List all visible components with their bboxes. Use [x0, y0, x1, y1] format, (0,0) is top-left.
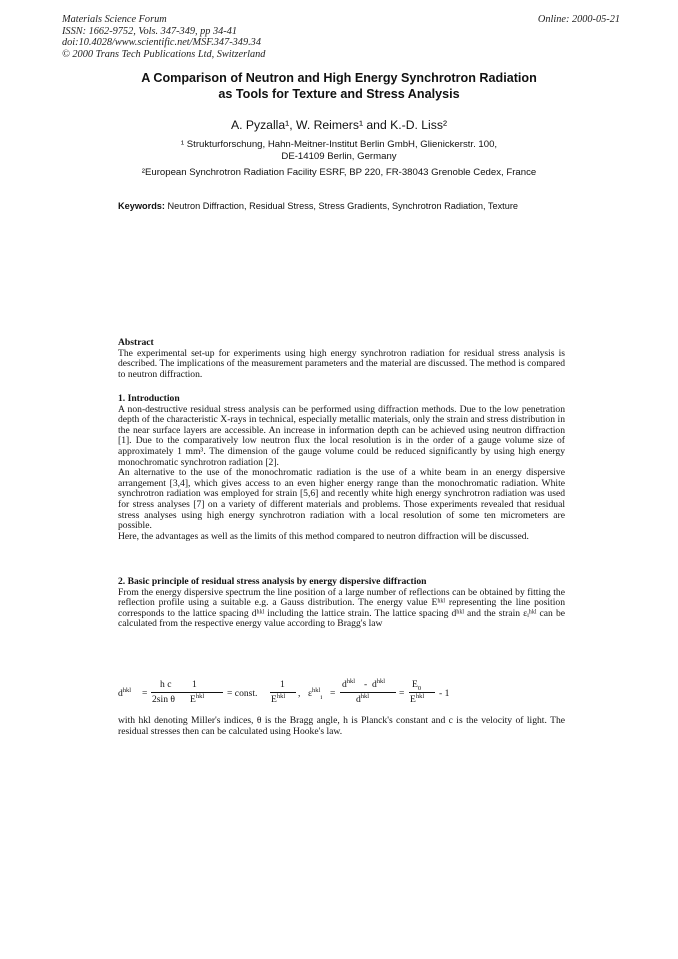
- introduction-section: [118, 394, 565, 542]
- eq-eps: $\varepsilon^{hkl}_i$: [308, 687, 323, 701]
- keywords: [118, 201, 588, 211]
- section-2: [118, 577, 565, 630]
- eq-num-hc: h c: [160, 679, 172, 690]
- eq-den-d0: $d^{hkl}$: [356, 693, 370, 705]
- keywords-label: Keywords:: [118, 201, 165, 211]
- eq-const: = const.: [227, 688, 258, 699]
- affiliation-2: ²European Synchrotron Radiation Facility ESRF, BP 220, FR-38043 Grenoble Cedex, France: [141, 167, 537, 178]
- eq-den-E: $E^{hkl}$: [190, 693, 205, 705]
- eq-minus-one: - 1: [439, 688, 450, 699]
- keywords-list: Neutron Diffraction, Residual Stress, Stress Gradients, Synchrotron Radiation, Texture: [164, 201, 519, 211]
- issn-line: ISSN: 1662-9752, Vols. 347-349, pp 34-41: [62, 25, 238, 37]
- introduction-paragraph-1: A non-destructive residual stress analysis can be performed using diffraction methods. Due to the low penetration depth of the characteristic X-rays in technical, especially metallic materials, only the strain and stress distribution in the near surface layers are accessible. An increase in information depth can be achieved using neutron diffraction [1]. Due to the comparatively low neutron flux the local resolution is in the order of a gauge volume size of approximately 1 mm³. The dimension of the gauge volume could be reduced significantly by using high energy monochromatic synchrotron radiation [2].: [118, 403, 565, 468]
- authors: A. Pyzalla¹, W. Reimers¹ and K.-D. Liss²: [230, 118, 448, 132]
- eq-fraction-bar-1: [151, 692, 223, 693]
- eq-lhs: $d^{hkl}$: [118, 687, 132, 699]
- abstract-section: [118, 338, 565, 380]
- introduction-paragraph-2: An alternative to the use of the monochromatic radiation is the use of a white beam in an energy dispersive arrangement [3,4], which gives access to an even higher energy range than the monochromatic radiation. White synchrotron radiation was employed for strain [5,6] and recently white high energy synchrotron radiation was used for stress analyses [7] on a variety of different materials and problems. Those experiments revealed that residual stress analyses using high energy synchrotron radiation with a local resolution of some ten micrometers are possible.: [118, 467, 565, 532]
- affiliation-1: [60, 139, 618, 163]
- eq-den-Eb: $E^{hkl}$: [271, 693, 286, 705]
- eq-den-2sin: 2sin θ: [152, 694, 175, 705]
- section-2-paragraph-1: From the energy dispersive spectrum the line position of a large number of reflections can be obtained by fitting the reflection profile using a suitable e.g. a Gauss distribution. The energy value Eʰᵏˡ representing the line position corresponds to the lattice spacing dʰᵏˡ including the lattice strain. The lattice spacing dʰᵏˡ and the strain εᵢʰᵏˡ can be calculated from the respective energy value according to Bragg's law: [118, 586, 565, 630]
- journal-header: [62, 14, 265, 60]
- copyright-line: © 2000 Trans Tech Publications Ltd, Switzerland: [62, 48, 266, 60]
- doi-line[interactable]: doi:10.4028/www.scientific.net/MSF.347-349.34: [62, 37, 261, 49]
- affiliation-1-line-1: ¹ Strukturforschung, Hahn-Meitner-Institut Berlin GmbH, Glienickerstr. 100,: [180, 139, 498, 150]
- introduction-paragraph-3: Here, the advantages as well as the limits of this method compared to neutron diffraction will be discussed.: [118, 530, 529, 542]
- eq-den-Ei: $E^{hkl}$: [410, 693, 425, 705]
- eq-num-d0: $d^{hkl}$: [372, 678, 386, 690]
- online-date: Online: 2000-05-21: [537, 14, 620, 25]
- eq-num-E0: $E_0$: [412, 679, 422, 692]
- eq-comma: ,: [298, 688, 301, 699]
- eq-num-minus: -: [364, 679, 368, 690]
- affiliation-1-line-2: DE-14109 Berlin, Germany: [281, 151, 397, 162]
- introduction-heading: 1. Introduction: [118, 393, 180, 404]
- eq-equals-2: =: [330, 688, 336, 699]
- title-line-1: A Comparison of Neutron and High Energy Synchrotron Radiation: [141, 71, 537, 85]
- abstract-heading: Abstract: [118, 337, 154, 348]
- abstract-text: The experimental set-up for experiments using high energy synchrotron radiation for residual stress analysis is described. The implications of the measurement parameters and the material are discussed. The method is compared to neutron diffraction.: [118, 347, 565, 380]
- section-2-paragraph-2: with hkl denoting Miller's indices, θ is the Bragg angle, h is Planck's constant and c is the velocity of light. The residual stresses then can be calculated using Hooke's law.: [118, 715, 565, 737]
- section-2-heading: 2. Basic principle of residual stress analysis by energy dispersive diffraction: [118, 576, 427, 587]
- eq-num-di: $d^{hkl}$: [342, 678, 356, 690]
- bragg-equation: [118, 680, 578, 710]
- title-line-2: as Tools for Texture and Stress Analysis: [218, 86, 460, 101]
- paper-title: [80, 71, 598, 102]
- section-2-continued: [118, 716, 565, 737]
- eq-equals-3: =: [399, 688, 405, 699]
- eq-num-1: 1: [192, 679, 197, 690]
- journal-name: Materials Science Forum: [62, 14, 167, 25]
- eq-num-1b: 1: [280, 679, 285, 690]
- eq-equals: =: [142, 688, 148, 699]
